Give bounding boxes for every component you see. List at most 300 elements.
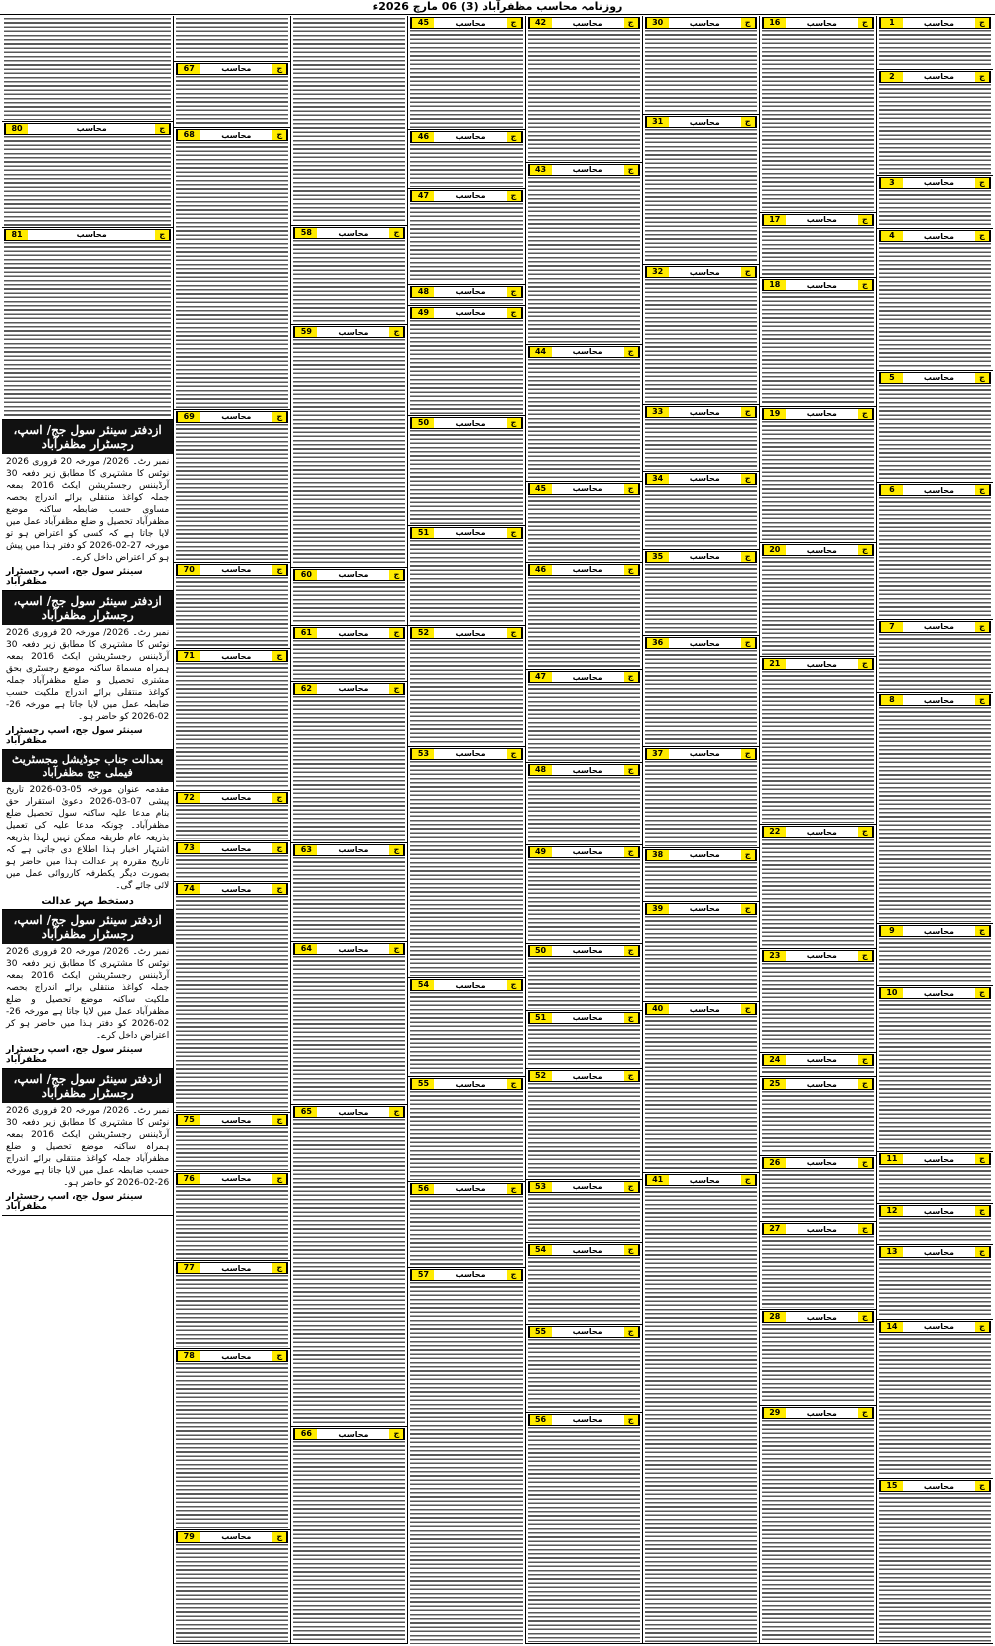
item-header: [528, 164, 640, 176]
item-header: [410, 17, 522, 29]
item-number: 45: [529, 484, 552, 494]
item-number: 48: [529, 765, 552, 775]
text-lines: [293, 696, 405, 841]
text-lines: [645, 564, 757, 634]
text-lines: [4, 242, 171, 418]
item-number: 67: [177, 64, 200, 74]
news-item: [291, 1105, 407, 1427]
text-lines: [528, 684, 640, 761]
item-header: [410, 1183, 522, 1195]
item-mark: ج: [975, 485, 990, 495]
item-header: [410, 1078, 522, 1090]
item-heading: محاسب: [806, 1079, 837, 1089]
item-number: 4: [880, 231, 903, 241]
text-lines: [762, 292, 874, 405]
item-header: [410, 190, 522, 202]
item-mark: ج: [858, 827, 873, 837]
item-number: 2: [880, 72, 903, 82]
text-lines: [176, 1127, 288, 1170]
news-item: [291, 568, 407, 627]
column-c5: [407, 16, 524, 1644]
news-item: [408, 1268, 524, 1644]
item-header: [176, 1114, 288, 1126]
news-item: [291, 226, 407, 325]
text-lines: [293, 857, 405, 940]
text-lines: [879, 634, 991, 691]
item-header: [879, 987, 991, 999]
news-item: [291, 843, 407, 942]
item-mark: ج: [272, 412, 287, 422]
item-header: [410, 979, 522, 991]
text-lines: [879, 1000, 991, 1150]
item-heading: محاسب: [572, 347, 603, 357]
item-header: [176, 1262, 288, 1274]
item-heading: محاسب: [923, 1247, 954, 1257]
item-mark: ج: [975, 1206, 990, 1216]
text-lines: [645, 486, 757, 548]
item-heading: محاسب: [221, 1115, 252, 1125]
news-item: [877, 1320, 993, 1480]
text-lines: [410, 144, 522, 187]
item-mark: ج: [858, 545, 873, 555]
item-number: 3: [880, 178, 903, 188]
item-heading: محاسب: [221, 64, 252, 74]
item-heading: محاسب: [923, 373, 954, 383]
item-mark: ج: [272, 1532, 287, 1542]
news-item: [526, 482, 642, 563]
news-item: [174, 16, 290, 62]
text-lines: [645, 916, 757, 1001]
item-number: 56: [529, 1415, 552, 1425]
news-item: [291, 325, 407, 568]
text-lines: [410, 761, 522, 976]
text-lines: [645, 1187, 757, 1641]
item-heading: محاسب: [455, 528, 486, 538]
text-lines: [293, 640, 405, 679]
item-number: 9: [880, 926, 903, 936]
item-mark: ج: [624, 1071, 639, 1081]
news-item: [408, 626, 524, 746]
text-lines: [293, 1441, 405, 1642]
news-item: [643, 16, 759, 115]
notice-signature: سینئر سول جج، اسپ رجسٹرار مظفرآباد: [6, 1044, 143, 1065]
page-columns: [2, 16, 993, 1644]
item-heading: محاسب: [572, 946, 603, 956]
item-mark: ج: [975, 695, 990, 705]
column-c4: [525, 16, 642, 1644]
text-lines: [645, 862, 757, 900]
item-mark: ج: [975, 988, 990, 998]
item-header: [293, 844, 405, 856]
item-heading: محاسب: [338, 327, 369, 337]
item-number: 47: [411, 191, 434, 201]
text-lines: [293, 1119, 405, 1425]
item-header: [762, 214, 874, 226]
item-number: 54: [529, 1245, 552, 1255]
text-lines: [645, 650, 757, 745]
item-heading: محاسب: [338, 684, 369, 694]
item-header: [176, 411, 288, 423]
item-heading: محاسب: [689, 474, 720, 484]
item-mark: ج: [975, 622, 990, 632]
item-header: [645, 849, 757, 861]
news-item: [174, 882, 290, 1113]
item-mark: ج: [858, 1224, 873, 1234]
item-number: 69: [177, 412, 200, 422]
item-number: 46: [411, 132, 434, 142]
item-heading: محاسب: [923, 231, 954, 241]
item-number: 43: [529, 165, 552, 175]
item-mark: ج: [272, 1263, 287, 1273]
column-notices: [2, 16, 173, 1644]
item-mark: ج: [389, 327, 404, 337]
text-lines: [645, 1016, 757, 1171]
item-heading: محاسب: [455, 287, 486, 297]
text-lines: [762, 1170, 874, 1221]
item-header: [528, 945, 640, 957]
item-heading: محاسب: [689, 638, 720, 648]
news-item: [526, 670, 642, 763]
item-header: [762, 950, 874, 962]
text-lines: [762, 227, 874, 276]
text-lines: [528, 1257, 640, 1322]
news-item: [291, 16, 407, 226]
text-lines: [762, 421, 874, 542]
item-mark: ج: [858, 1079, 873, 1089]
item-mark: ج: [507, 1079, 522, 1089]
item-mark: ج: [858, 18, 873, 28]
item-heading: محاسب: [338, 944, 369, 954]
item-mark: ج: [624, 18, 639, 28]
item-mark: ج: [272, 565, 287, 575]
item-number: 79: [177, 1532, 200, 1542]
item-mark: ج: [389, 684, 404, 694]
item-heading: محاسب: [76, 124, 107, 134]
news-item: [408, 416, 524, 525]
item-header: [879, 1153, 991, 1165]
item-number: 74: [177, 884, 200, 894]
item-mark: ج: [624, 1415, 639, 1425]
item-header: [879, 925, 991, 937]
item-mark: ج: [975, 1481, 990, 1491]
item-number: 55: [529, 1327, 552, 1337]
item-number: 71: [177, 651, 200, 661]
item-mark: ج: [975, 178, 990, 188]
item-mark: ج: [389, 228, 404, 238]
news-item: [291, 1427, 407, 1644]
item-header: [762, 1223, 874, 1235]
news-item: [643, 848, 759, 902]
item-heading: محاسب: [689, 1175, 720, 1185]
item-mark: ج: [975, 1322, 990, 1332]
item-heading: محاسب: [806, 215, 837, 225]
item-mark: ج: [272, 64, 287, 74]
item-heading: محاسب: [572, 1415, 603, 1425]
item-mark: ج: [741, 18, 756, 28]
news-item: [877, 620, 993, 693]
text-lines: [762, 30, 874, 211]
item-number: 26: [763, 1158, 786, 1168]
text-lines: [528, 577, 640, 668]
item-heading: محاسب: [76, 230, 107, 240]
item-header: [528, 17, 640, 29]
item-number: 12: [880, 1206, 903, 1216]
column-c7: [173, 16, 290, 1644]
text-lines: [528, 1427, 640, 1642]
item-mark: ج: [858, 1408, 873, 1418]
item-mark: ج: [389, 845, 404, 855]
item-heading: محاسب: [455, 749, 486, 759]
news-item: [2, 122, 173, 228]
text-lines: [176, 855, 288, 880]
item-header: [528, 671, 640, 683]
item-number: 65: [294, 1107, 317, 1117]
item-mark: ج: [272, 130, 287, 140]
text-lines: [762, 963, 874, 1051]
item-number: 60: [294, 570, 317, 580]
item-heading: محاسب: [689, 552, 720, 562]
item-number: 7: [880, 622, 903, 632]
item-number: 72: [177, 793, 200, 803]
item-header: [879, 1321, 991, 1333]
item-header: [762, 408, 874, 420]
text-lines: [528, 1339, 640, 1411]
item-number: 45: [411, 18, 434, 28]
item-mark: ج: [741, 407, 756, 417]
news-item: [526, 16, 642, 163]
text-lines: [879, 1259, 991, 1318]
item-number: 56: [411, 1184, 434, 1194]
item-header: [176, 650, 288, 662]
item-heading: محاسب: [455, 1270, 486, 1280]
item-heading: محاسب: [689, 18, 720, 28]
column-c3: [642, 16, 759, 1644]
item-heading: محاسب: [572, 1071, 603, 1081]
item-number: 5: [880, 373, 903, 383]
item-number: 53: [411, 749, 434, 759]
item-header: [4, 123, 171, 135]
item-number: 70: [177, 565, 200, 575]
news-item: [760, 213, 876, 278]
item-header: [528, 483, 640, 495]
text-lines: [4, 18, 171, 120]
item-number: 29: [763, 1408, 786, 1418]
item-number: 17: [763, 215, 786, 225]
news-item: [408, 747, 524, 978]
item-mark: ج: [624, 765, 639, 775]
item-number: 66: [294, 1429, 317, 1439]
item-header: [176, 842, 288, 854]
item-heading: محاسب: [455, 1079, 486, 1089]
item-heading: محاسب: [572, 484, 603, 494]
item-heading: محاسب: [923, 485, 954, 495]
item-header: [762, 279, 874, 291]
news-item: [526, 163, 642, 345]
item-header: [410, 1269, 522, 1281]
item-mark: ج: [507, 749, 522, 759]
item-number: 68: [177, 130, 200, 140]
item-header: [528, 564, 640, 576]
item-mark: ج: [858, 409, 873, 419]
news-item: [760, 278, 876, 407]
item-header: [879, 230, 991, 242]
text-lines: [645, 419, 757, 470]
news-item: [760, 949, 876, 1053]
news-item: [526, 1011, 642, 1070]
item-mark: ج: [741, 638, 756, 648]
item-mark: ج: [272, 1174, 287, 1184]
item-number: 48: [411, 287, 434, 297]
item-header: [293, 627, 405, 639]
item-heading: محاسب: [806, 1408, 837, 1418]
item-heading: محاسب: [338, 845, 369, 855]
item-mark: ج: [858, 659, 873, 669]
item-header: [176, 883, 288, 895]
item-number: 21: [763, 659, 786, 669]
item-number: 50: [411, 418, 434, 428]
item-number: 16: [763, 18, 786, 28]
text-lines: [762, 557, 874, 655]
item-heading: محاسب: [338, 570, 369, 580]
item-mark: ج: [624, 347, 639, 357]
item-heading: محاسب: [221, 793, 252, 803]
item-header: [4, 229, 171, 241]
news-item: [526, 1413, 642, 1644]
news-item: [174, 62, 290, 129]
text-lines: [4, 136, 171, 226]
news-item: [408, 285, 524, 306]
item-header: [645, 1003, 757, 1015]
item-mark: ج: [975, 72, 990, 82]
text-lines: [528, 859, 640, 942]
news-item: [291, 942, 407, 1105]
item-heading: محاسب: [923, 1206, 954, 1216]
item-number: 39: [646, 904, 669, 914]
text-lines: [762, 1420, 874, 1642]
item-heading: محاسب: [338, 1107, 369, 1117]
news-item: [174, 1113, 290, 1172]
column-c1: [876, 16, 993, 1644]
text-lines: [293, 582, 405, 625]
text-lines: [176, 577, 288, 647]
item-heading: محاسب: [806, 280, 837, 290]
item-number: 33: [646, 407, 669, 417]
item-header: [410, 748, 522, 760]
text-lines: [410, 1091, 522, 1179]
item-header: [879, 484, 991, 496]
notice-body: نمبر رٹ۔ 2026/ مورخہ 20 فروری 2026 نوٹس کا مشتہری کا مطابق زیر دفعہ 30 آرڈیننس رجسٹریشن ایکٹ 2016 بمعہ ہمراہ مسماۃ ساکنہ موضع رجسٹری بحق مشتری تحصیل و ضلع مظفرآباد جملہ کواغذ منتقلی برائے اندراج ملکیت حسب ضابطہ عمل میں لایا جاتا ہے مورخہ 26-02-2026 کو حاضر ہو۔: [6, 627, 170, 722]
item-heading: محاسب: [689, 749, 720, 759]
news-item: [408, 1182, 524, 1268]
text-lines: [176, 896, 288, 1111]
item-number: 49: [529, 847, 552, 857]
item-mark: ج: [624, 484, 639, 494]
item-mark: ج: [389, 570, 404, 580]
text-lines: [879, 707, 991, 922]
text-lines: [879, 1218, 991, 1243]
text-lines: [645, 761, 757, 846]
item-mark: ج: [624, 1182, 639, 1192]
text-lines: [176, 805, 288, 839]
news-item: [291, 682, 407, 843]
text-lines: [879, 1334, 991, 1478]
item-mark: ج: [272, 843, 287, 853]
item-mark: ج: [389, 944, 404, 954]
item-heading: محاسب: [806, 1158, 837, 1168]
item-heading: محاسب: [689, 267, 720, 277]
item-heading: محاسب: [455, 132, 486, 142]
text-lines: [762, 1091, 874, 1153]
text-lines: [879, 84, 991, 174]
item-header: [293, 569, 405, 581]
item-header: [645, 748, 757, 760]
item-heading: محاسب: [923, 72, 954, 82]
item-header: [528, 1070, 640, 1082]
item-mark: ج: [272, 884, 287, 894]
text-lines: [879, 1493, 991, 1641]
item-heading: محاسب: [923, 1322, 954, 1332]
item-number: 76: [177, 1174, 200, 1184]
item-mark: ج: [624, 1013, 639, 1023]
item-heading: محاسب: [221, 1351, 252, 1361]
item-heading: محاسب: [806, 1055, 837, 1065]
item-number: 44: [529, 347, 552, 357]
text-lines: [293, 18, 405, 224]
item-heading: محاسب: [572, 847, 603, 857]
item-number: 81: [5, 230, 28, 240]
text-lines: [879, 30, 991, 68]
item-heading: محاسب: [572, 1013, 603, 1023]
item-mark: ج: [389, 1107, 404, 1117]
news-item: [760, 1310, 876, 1406]
item-header: [293, 227, 405, 239]
news-item: [526, 345, 642, 482]
news-item: [174, 410, 290, 563]
item-mark: ج: [624, 565, 639, 575]
news-item: [760, 407, 876, 544]
item-heading: محاسب: [221, 130, 252, 140]
item-number: 41: [646, 1175, 669, 1185]
column-c6: [290, 16, 407, 1644]
item-mark: ج: [975, 926, 990, 936]
item-number: 77: [177, 1263, 200, 1273]
item-mark: ج: [507, 191, 522, 201]
item-header: [528, 1181, 640, 1193]
item-heading: محاسب: [689, 850, 720, 860]
item-heading: محاسب: [923, 926, 954, 936]
item-heading: محاسب: [572, 565, 603, 575]
text-lines: [762, 671, 874, 823]
item-mark: ج: [975, 1247, 990, 1257]
news-item: [760, 1156, 876, 1223]
item-heading: محاسب: [923, 988, 954, 998]
text-lines: [762, 1236, 874, 1308]
item-mark: ج: [858, 1312, 873, 1322]
news-item: [760, 1222, 876, 1310]
item-heading: محاسب: [806, 545, 837, 555]
notice-body: نمبر رٹ۔ 2026/ مورخہ 20 فروری 2026 نوٹس کا مشتہری کا مطابق زیر دفعہ 30 آرڈیننس رجسٹریشن ایکٹ 2016 بمعہ ہمراہ ساکنہ موضع تحصیل و ضلع مظفرآباد جملہ کواغذ منتقلی برائے اندراج حسب ضابطہ عمل میں لایا جاتا ہے مورخہ 26-02-2026 کو حاضر ہو۔: [6, 1105, 170, 1188]
news-item: [174, 1261, 290, 1349]
item-mark: ج: [507, 287, 522, 297]
item-mark: ج: [741, 117, 756, 127]
news-item: [408, 16, 524, 130]
item-header: [176, 1531, 288, 1543]
news-item: [760, 657, 876, 825]
item-header: [879, 17, 991, 29]
item-number: 15: [880, 1481, 903, 1491]
item-number: 11: [880, 1154, 903, 1164]
notice-signature: سینئر سول جج، اسپ رجسٹرار مظفرآباد: [6, 566, 143, 587]
